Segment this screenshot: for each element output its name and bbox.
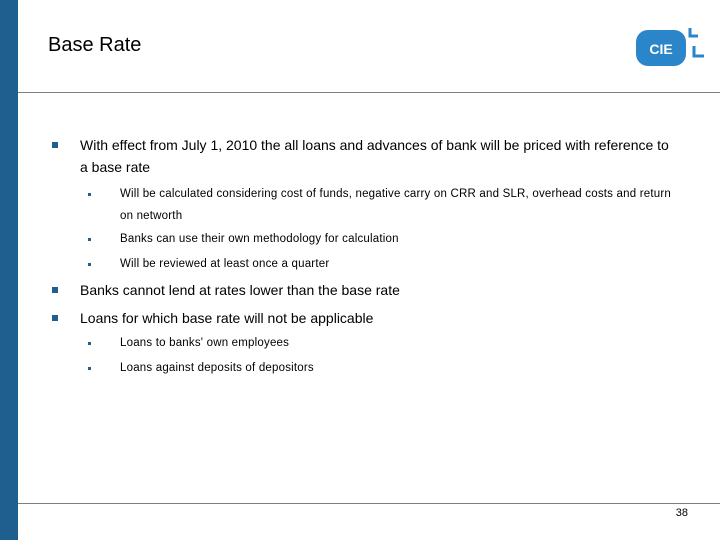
sub-bullet-text: Loans to banks' own employees: [120, 337, 290, 349]
company-logo: [634, 22, 706, 74]
header-divider: [18, 92, 720, 93]
sub-bullet-text: Banks can use their own methodology for calculation: [120, 233, 399, 245]
bullet-marker: [52, 287, 58, 293]
sub-bullet-text: Will be calculated considering cost of funds, negative carry on CRR and SLR, overhead costs and return on networth: [120, 188, 671, 222]
left-accent-bar: [0, 0, 18, 540]
page-number: 38: [675, 507, 688, 519]
bullet-text: Loans for which base rate will not be applicable: [80, 310, 374, 326]
bullet-marker: [52, 315, 58, 321]
sub-bullet-text: Will be reviewed at least once a quarter: [120, 258, 330, 270]
sub-bullet-marker: [88, 193, 91, 196]
logo-corner-mark-top: [690, 28, 698, 36]
logo-corner-mark-bottom: [694, 46, 704, 56]
sub-bullet-marker: [88, 342, 91, 345]
sub-bullet-marker: [88, 263, 91, 266]
logo-text: CIE: [649, 41, 673, 57]
bullet-text: With effect from July 1, 2010 the all loans and advances of bank will be priced with reference to a base rate: [80, 137, 669, 175]
sub-bullet-marker: [88, 367, 91, 370]
sub-bullet-text: Loans against deposits of depositors: [120, 362, 314, 374]
sub-bullet-marker: [88, 238, 91, 241]
bullet-text: Banks cannot lend at rates lower than the base rate: [80, 282, 400, 298]
slide-title: Base Rate: [48, 34, 142, 56]
bullet-marker: [52, 142, 58, 148]
footer-divider: [18, 503, 720, 504]
